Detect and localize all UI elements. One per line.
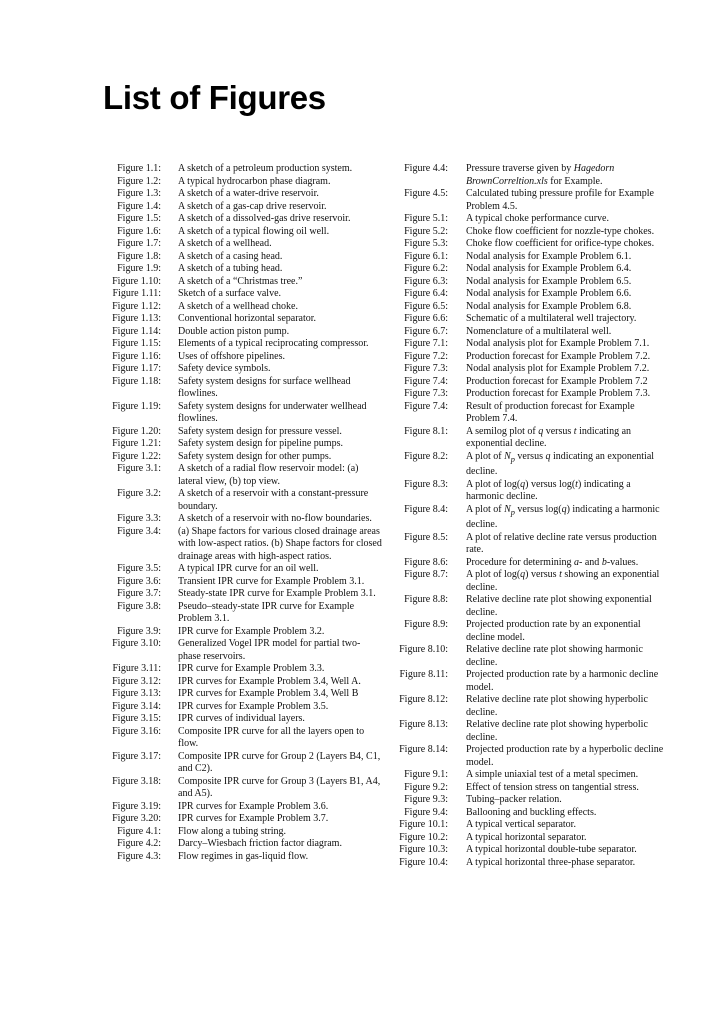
figure-list-entry <box>100 751 383 776</box>
figure-list-entry <box>100 813 383 826</box>
figure-number: Figure 3.11: <box>112 663 161 674</box>
figure-caption: A typical horizontal three-phase separator. <box>466 856 636 868</box>
figure-caption: A sketch of a reservoir with no-flow boundaries. <box>178 513 372 524</box>
figure-list-entry <box>100 463 383 488</box>
figure-caption: Schematic of a multilateral well trajectory. <box>466 313 637 324</box>
figure-caption: Nodal analysis for Example Problem 6.5. <box>466 275 632 287</box>
figure-list-entry <box>390 163 670 188</box>
figure-list-entry <box>100 426 383 439</box>
figure-number: Figure 3.15: <box>112 713 161 724</box>
figure-caption: Uses of offshore pipelines. <box>178 350 286 362</box>
figure-caption: A sketch of a gas-cap drive reservoir. <box>178 200 327 212</box>
figure-caption: A sketch of a typical flowing oil well. <box>178 225 330 237</box>
figure-caption: Safety system design for pipeline pumps. <box>178 438 343 449</box>
figure-number: Figure 1.17: <box>112 363 161 374</box>
figure-list-entry <box>390 857 670 870</box>
figure-caption: A typical choke performance curve. <box>466 213 609 224</box>
figure-list-entry <box>390 351 670 364</box>
figure-list-entry <box>100 226 383 239</box>
figure-list-entry <box>100 313 383 326</box>
figure-list-entry <box>390 426 670 451</box>
page-title: List of Figures <box>103 79 326 116</box>
figure-list-entry <box>100 188 383 201</box>
figure-list-entry <box>390 532 670 557</box>
figure-caption: IPR curves for Example Problem 3.7. <box>178 813 329 824</box>
figure-list-entry <box>390 569 670 594</box>
figure-list-entry <box>390 694 670 719</box>
figure-list-entry <box>100 601 383 626</box>
figure-list-entry <box>100 176 383 189</box>
figure-number: Figure 1.11: <box>112 288 161 299</box>
figure-number: Figure 3.3: <box>117 513 161 524</box>
figure-number: Figure 3.6: <box>117 575 161 587</box>
figure-caption: Result of production forecast for Example Problem 7.4. <box>466 400 635 424</box>
figure-list-entry <box>390 213 670 226</box>
figure-caption: Relative decline rate plot showing exponential decline. <box>466 594 652 618</box>
figure-number: Figure 1.12: <box>112 300 161 312</box>
figure-caption: IPR curves for Example Problem 3.4, Well B <box>178 688 359 699</box>
figure-number: Figure 3.9: <box>117 625 161 637</box>
figure-list-entry <box>390 263 670 276</box>
figure-caption: A plot of log(q) versus log(t) indicating a harmonic decline. <box>466 478 631 502</box>
figure-number: Figure 7.4: <box>404 375 448 387</box>
figure-list-entry <box>390 594 670 619</box>
figure-list-entry <box>100 688 383 701</box>
figure-caption: A typical horizontal double-tube separator. <box>466 844 637 855</box>
figure-number: Figure 3.19: <box>112 800 161 812</box>
figure-caption: A plot of $N_p$ versus q indicating an exponential decline. <box>466 450 655 477</box>
figure-caption: Procedure for determining a- and b-values. <box>466 556 639 568</box>
figure-number: Figure 3.13: <box>112 688 161 699</box>
figure-list-entry <box>390 238 670 251</box>
figure-number: Figure 7.4: <box>404 400 448 412</box>
figure-caption: Pressure traverse given by Hagedorn BrownCorreltion.xls for Example. <box>466 163 615 187</box>
figure-caption: Production forecast for Example Problem 7.3. <box>466 388 651 399</box>
figure-caption: Nodal analysis plot for Example Problem 7.1. <box>466 338 650 349</box>
figure-number: Figure 3.16: <box>112 725 161 737</box>
figure-caption: A sketch of a tubing head. <box>178 263 283 274</box>
figure-list-entry <box>100 201 383 214</box>
figure-list-entry <box>100 676 383 689</box>
figure-number: Figure 1.3: <box>117 188 161 199</box>
figure-list-entry <box>390 276 670 289</box>
figure-number: Figure 1.16: <box>112 350 161 362</box>
figure-number: Figure 1.10: <box>112 275 161 287</box>
figure-caption: Nodal analysis for Example Problem 6.6. <box>466 288 632 299</box>
figure-list-entry <box>390 313 670 326</box>
figure-number: Figure 6.4: <box>404 288 448 299</box>
figure-list-entry <box>100 713 383 726</box>
figure-list-entry <box>390 188 670 213</box>
figure-number: Figure 6.3: <box>404 275 448 287</box>
figure-number: Figure 1.13: <box>112 313 161 324</box>
figure-list-entry <box>390 288 670 301</box>
figure-number: Figure 8.7: <box>404 569 448 580</box>
figure-list-entry <box>100 438 383 451</box>
figure-number: Figure 3.4: <box>117 525 161 537</box>
figure-list-entry <box>390 251 670 264</box>
figure-list-entry <box>390 794 670 807</box>
figure-caption: A sketch of a petroleum production system. <box>178 163 353 174</box>
figure-list-entry <box>100 726 383 751</box>
figure-list-entry <box>100 526 383 564</box>
figure-number: Figure 3.8: <box>117 600 161 612</box>
figure-number: Figure 10.2: <box>399 831 448 843</box>
figure-list-entry <box>100 563 383 576</box>
figure-caption: Projected production rate by a harmonic decline model. <box>466 669 659 693</box>
figure-list-entry <box>100 626 383 639</box>
figure-number: Figure 1.14: <box>112 325 161 337</box>
figure-caption: A typical vertical separator. <box>466 819 576 830</box>
figure-number: Figure 8.2: <box>404 450 448 462</box>
figure-number: Figure 8.11: <box>399 669 448 680</box>
figure-caption: Production forecast for Example Problem 7.2. <box>466 350 651 362</box>
figure-caption: Composite IPR curve for Group 3 (Layers B1, A4, and A5). <box>178 775 381 799</box>
figure-list-entry <box>390 401 670 426</box>
figure-number: Figure 9.3: <box>404 794 448 805</box>
figure-caption: A sketch of a dissolved-gas drive reservoir. <box>178 213 351 224</box>
figure-caption: IPR curves of individual layers. <box>178 713 305 724</box>
figure-list-entry <box>390 819 670 832</box>
figure-number: Figure 8.1: <box>404 425 448 437</box>
figure-caption: A sketch of a water-drive reservoir. <box>178 188 319 199</box>
figure-number: Figure 3.1: <box>117 463 161 474</box>
figure-number: Figure 4.2: <box>117 838 161 849</box>
figure-list-entry <box>100 776 383 801</box>
figure-caption: Nodal analysis for Example Problem 6.8. <box>466 300 632 312</box>
figure-list-entry <box>100 588 383 601</box>
figure-number: Figure 4.3: <box>117 850 161 862</box>
figure-list-entry <box>100 838 383 851</box>
figure-caption: A sketch of a reservoir with a constant-pressure boundary. <box>178 488 369 512</box>
figure-caption: Transient IPR curve for Example Problem 3.1. <box>178 575 365 587</box>
figure-number: Figure 1.22: <box>112 450 161 462</box>
figure-caption: IPR curves for Example Problem 3.5. <box>178 700 329 712</box>
figure-list-entry <box>100 288 383 301</box>
figure-list-entry <box>390 376 670 389</box>
figure-number: Figure 9.4: <box>404 806 448 818</box>
figure-number: Figure 6.7: <box>404 325 448 337</box>
figure-number: Figure 6.1: <box>404 250 448 262</box>
figure-list-entry <box>100 576 383 589</box>
figure-caption: Tubing–packer relation. <box>466 794 562 805</box>
figure-caption: A sketch of a wellhead choke. <box>178 300 298 312</box>
figure-list-entry <box>100 338 383 351</box>
figure-caption: Safety device symbols. <box>178 363 271 374</box>
figure-list-entry <box>100 663 383 676</box>
figure-caption: Elements of a typical reciprocating compressor. <box>178 338 369 349</box>
figure-caption: Ballooning and buckling effects. <box>466 806 597 818</box>
figure-number: Figure 10.3: <box>399 844 448 855</box>
figure-number: Figure 5.1: <box>404 213 448 224</box>
figure-number: Figure 4.1: <box>117 825 161 837</box>
figure-list-entry <box>390 832 670 845</box>
figure-caption: Safety system design for pressure vessel. <box>178 425 342 437</box>
figure-caption: Choke flow coefficient for orifice-type chokes. <box>466 238 655 249</box>
figure-list-entry <box>100 238 383 251</box>
figure-list-entry <box>390 744 670 769</box>
figure-list-entry <box>390 388 670 401</box>
figure-list-entry <box>100 326 383 339</box>
figure-list-entry <box>100 851 383 864</box>
figure-caption: IPR curve for Example Problem 3.3. <box>178 663 325 674</box>
figure-caption: A typical horizontal separator. <box>466 831 587 843</box>
figure-number: Figure 8.9: <box>404 619 448 630</box>
figure-number: Figure 3.20: <box>112 813 161 824</box>
figure-number: Figure 4.5: <box>404 188 448 199</box>
figure-list-entry <box>100 401 383 426</box>
figure-number: Figure 3.2: <box>117 488 161 499</box>
figure-number: Figure 8.5: <box>404 531 448 543</box>
figure-number: Figure 3.5: <box>117 563 161 574</box>
figure-caption: Choke flow coefficient for nozzle-type chokes. <box>466 225 655 237</box>
figure-caption: (a) Shape factors for various closed drainage areas with low-aspect ratios. (b) Shape factors for closed drainage areas with high-aspect ratios. <box>178 525 382 562</box>
figure-number: Figure 6.2: <box>404 263 448 274</box>
figure-number: Figure 6.6: <box>404 313 448 324</box>
figure-number: Figure 1.2: <box>117 175 161 187</box>
figure-caption: Projected production rate by an exponential decline model. <box>466 619 641 643</box>
figure-caption: Relative decline rate plot showing hyperbolic decline. <box>466 719 648 743</box>
figure-number: Figure 1.8: <box>117 250 161 262</box>
figure-number: Figure 8.6: <box>404 556 448 568</box>
figure-list-entry <box>100 451 383 464</box>
figure-caption: Nodal analysis for Example Problem 6.1. <box>466 250 632 262</box>
figure-caption: Nodal analysis for Example Problem 6.4. <box>466 263 632 274</box>
figure-list-entry <box>100 263 383 276</box>
figure-number: Figure 1.7: <box>117 238 161 249</box>
figure-list-entry <box>390 807 670 820</box>
figure-caption: Composite IPR curve for all the layers open to flow. <box>178 725 365 749</box>
figure-caption: A sketch of a “Christmas tree.” <box>178 275 303 287</box>
figure-caption: Production forecast for Example Problem 7.2 <box>466 375 648 387</box>
figure-number: Figure 8.13: <box>399 719 448 730</box>
figure-number: Figure 9.2: <box>404 781 448 793</box>
figure-caption: Flow regimes in gas-liquid flow. <box>178 850 309 862</box>
figure-number: Figure 1.5: <box>117 213 161 224</box>
figure-number: Figure 7.2: <box>404 350 448 362</box>
figure-number: Figure 8.8: <box>404 594 448 605</box>
figure-number: Figure 1.15: <box>112 338 161 349</box>
figure-caption: Generalized Vogel IPR model for partial two-phase reservoirs. <box>178 638 361 662</box>
figure-number: Figure 7.3: <box>404 388 448 399</box>
figure-number: Figure 1.18: <box>112 375 161 387</box>
figure-number: Figure 1.6: <box>117 225 161 237</box>
figure-number: Figure 1.20: <box>112 425 161 437</box>
figure-caption: A semilog plot of q versus t indicating an exponential decline. <box>466 425 632 449</box>
figure-caption: Calculated tubing pressure profile for Example Problem 4.5. <box>466 188 654 212</box>
figure-caption: Conventional horizontal separator. <box>178 313 317 324</box>
figure-number: Figure 10.1: <box>399 819 448 830</box>
figure-number: Figure 3.7: <box>117 588 161 599</box>
figure-caption: Steady-state IPR curve for Example Problem 3.1. <box>178 588 376 599</box>
figure-caption: Pseudo–steady-state IPR curve for Example Problem 3.1. <box>178 600 355 624</box>
figure-caption: A typical hydrocarbon phase diagram. <box>178 175 331 187</box>
figure-list-entry <box>100 351 383 364</box>
figure-number: Figure 8.10: <box>399 644 448 655</box>
figure-caption: Nomenclature of a multilateral well. <box>466 325 612 337</box>
figure-list-entry <box>390 557 670 570</box>
figure-caption: Safety system designs for underwater wellhead flowlines. <box>178 400 367 424</box>
figure-list-entry <box>390 619 670 644</box>
figure-number: Figure 3.10: <box>112 638 161 649</box>
figure-list-entry <box>100 251 383 264</box>
figure-number: Figure 4.4: <box>404 163 448 174</box>
figure-list-entry <box>100 301 383 314</box>
figure-caption: IPR curves for Example Problem 3.4, Well A. <box>178 675 361 687</box>
figure-list-entry <box>100 801 383 814</box>
figure-list-entry <box>390 479 670 504</box>
figure-list-entry <box>390 338 670 351</box>
figure-number: Figure 7.3: <box>404 363 448 374</box>
figure-list-entry <box>390 504 670 532</box>
figure-list-entry <box>390 301 670 314</box>
figure-list-entry <box>390 669 670 694</box>
figure-number: Figure 1.19: <box>112 400 161 412</box>
figure-caption: Effect of tension stress on tangential stress. <box>466 781 639 793</box>
figure-caption: Nodal analysis plot for Example Problem 7.2. <box>466 363 650 374</box>
figure-number: Figure 3.14: <box>112 700 161 712</box>
figure-caption: Composite IPR curve for Group 2 (Layers B4, C1, and C2). <box>178 750 381 774</box>
figure-list-entry <box>100 163 383 176</box>
figure-list-entry <box>100 826 383 839</box>
figure-caption: Sketch of a surface valve. <box>178 288 282 299</box>
figure-number: Figure 1.1: <box>117 163 161 174</box>
figure-number: Figure 1.9: <box>117 263 161 274</box>
figure-number: Figure 8.14: <box>399 744 448 755</box>
figure-caption: Flow along a tubing string. <box>178 825 287 837</box>
figure-caption: A sketch of a radial flow reservoir model: (a) lateral view, (b) top view. <box>178 463 359 487</box>
figure-caption: A sketch of a casing head. <box>178 250 283 262</box>
figure-list-entry <box>390 644 670 669</box>
figure-caption: A sketch of a wellhead. <box>178 238 272 249</box>
figure-caption: Projected production rate by a hyperbolic decline model. <box>466 744 664 768</box>
figure-list-entry <box>100 701 383 714</box>
figure-number: Figure 1.4: <box>117 200 161 212</box>
figure-caption: Safety system design for other pumps. <box>178 450 332 462</box>
figure-list-entry <box>390 451 670 479</box>
figure-number: Figure 3.12: <box>112 675 161 687</box>
figure-list-entry <box>390 844 670 857</box>
figure-caption: A simple uniaxial test of a metal specimen. <box>466 769 639 780</box>
figure-list-entry <box>390 226 670 239</box>
figure-list-entry <box>390 719 670 744</box>
figure-list-entry <box>100 513 383 526</box>
figure-list-entry <box>100 213 383 226</box>
figure-caption: IPR curves for Example Problem 3.6. <box>178 800 329 812</box>
figure-caption: Darcy–Wiesbach friction factor diagram. <box>178 838 342 849</box>
figure-caption: Double action piston pump. <box>178 325 290 337</box>
figure-number: Figure 8.3: <box>404 478 448 490</box>
figure-caption: A plot of $N_p$ versus log(q) indicating a harmonic decline. <box>466 503 660 530</box>
figure-number: Figure 8.12: <box>399 694 448 705</box>
figure-number: Figure 7.1: <box>404 338 448 349</box>
figure-caption: IPR curve for Example Problem 3.2. <box>178 625 325 637</box>
figure-list-entry <box>390 363 670 376</box>
figure-list-entry <box>100 376 383 401</box>
figure-caption: Relative decline rate plot showing harmonic decline. <box>466 644 643 668</box>
figure-number: Figure 1.21: <box>112 438 161 449</box>
figure-list-right-column <box>390 163 670 869</box>
figure-list-entry <box>100 363 383 376</box>
figure-list-entry <box>390 769 670 782</box>
figure-caption: Safety system designs for surface wellhead flowlines. <box>178 375 351 399</box>
figure-number: Figure 8.4: <box>404 503 448 515</box>
figure-number: Figure 10.4: <box>399 856 448 868</box>
figure-caption: A plot of log(q) versus t showing an exponential decline. <box>466 569 660 593</box>
figure-list-entry <box>390 326 670 339</box>
figure-number: Figure 9.1: <box>404 769 448 780</box>
figure-number: Figure 6.5: <box>404 300 448 312</box>
figure-number: Figure 3.17: <box>112 750 161 762</box>
figure-list-entry <box>100 276 383 289</box>
figure-list-left-column <box>100 163 383 863</box>
figure-list-entry <box>100 638 383 663</box>
figure-list-entry <box>390 782 670 795</box>
figure-caption: A plot of relative decline rate versus production rate. <box>466 531 657 555</box>
figure-number: Figure 5.3: <box>404 238 448 249</box>
figure-list-entry <box>100 488 383 513</box>
figure-caption: A typical IPR curve for an oil well. <box>178 563 319 574</box>
figure-number: Figure 5.2: <box>404 225 448 237</box>
figure-caption: Relative decline rate plot showing hyperbolic decline. <box>466 694 648 718</box>
figure-number: Figure 3.18: <box>112 775 161 787</box>
